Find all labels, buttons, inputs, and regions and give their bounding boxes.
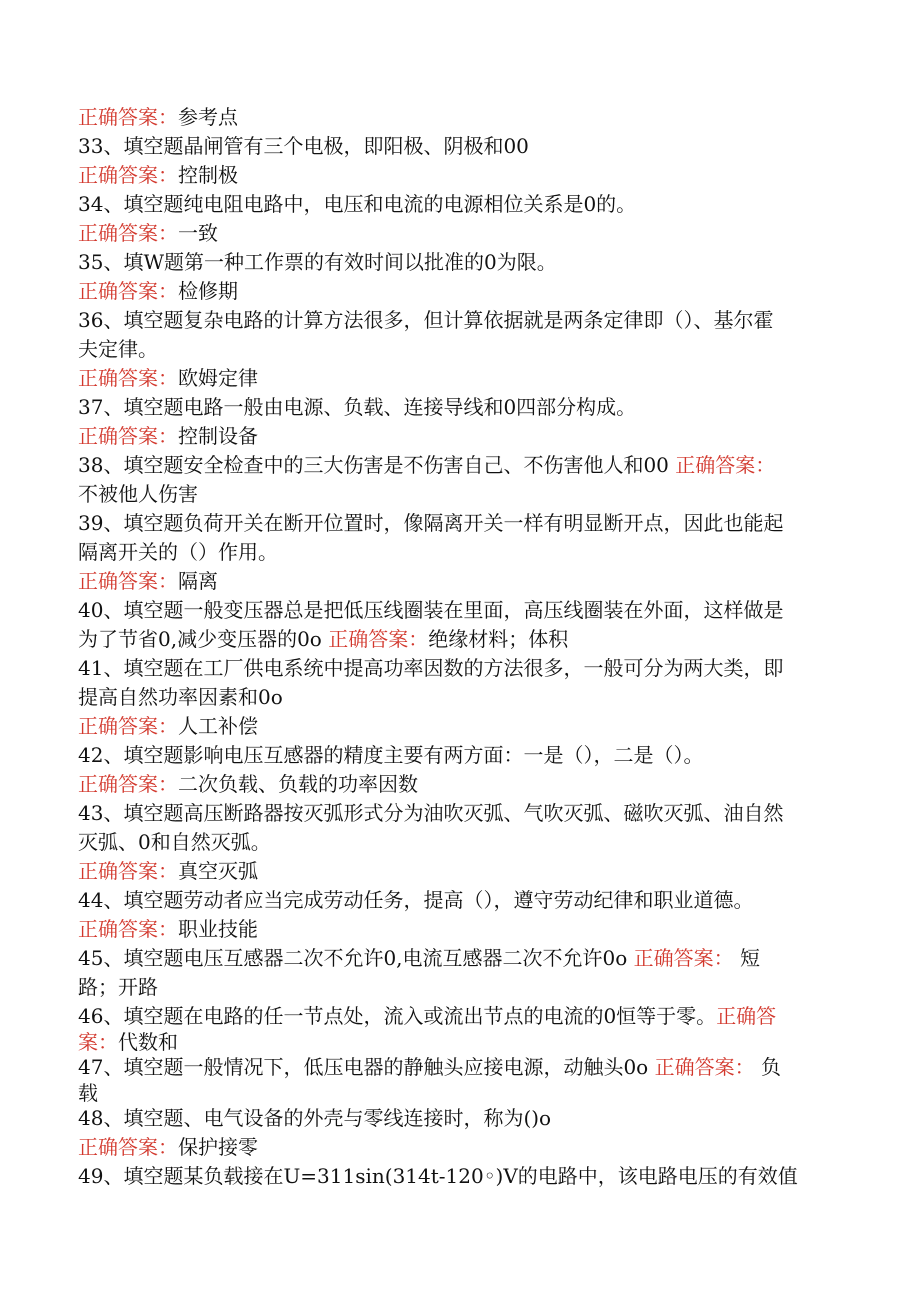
- answer-text: 一致: [178, 221, 218, 245]
- answer-label: 正确答案：: [654, 1055, 755, 1079]
- question-41: [78, 654, 838, 683]
- question-41-cont: [78, 683, 838, 712]
- answer-41: [78, 712, 838, 741]
- question-45: [78, 944, 838, 973]
- question-44: [78, 886, 838, 915]
- question-33: [78, 132, 838, 161]
- answer-33: [78, 161, 838, 190]
- question-text: 41、填空题在工厂供电系统中提高功率因数的方法很多，一般可分为两大类，即: [78, 656, 784, 680]
- answer-37: [78, 422, 838, 451]
- answer-39: [78, 567, 838, 596]
- answer-label: 正确答案：: [78, 1135, 178, 1159]
- question-text: 40、填空题一般变压器总是把低压线圈装在里面，高压线圈装在外面，这样做是: [78, 598, 784, 622]
- question-text: 37、填空题电路一般由电源、负载、连接导线和0四部分构成。: [78, 395, 637, 419]
- answer-text: 控制设备: [178, 424, 258, 448]
- answer-label: 正确答案：: [78, 714, 178, 738]
- question-39-cont: [78, 538, 838, 567]
- answer-label: 正确答案：: [78, 279, 178, 303]
- question-text: 为了节省0,减少变压器的0o: [78, 627, 322, 651]
- answer-38: [78, 480, 838, 509]
- answer-label: 正确答案：: [78, 917, 178, 941]
- question-36-cont: [78, 335, 838, 364]
- answer-text: 欧姆定律: [178, 366, 258, 390]
- answer-label: 正确答案：: [78, 424, 178, 448]
- question-38: [78, 451, 838, 480]
- document-page: [78, 103, 838, 1191]
- answer-label: 案：: [78, 1030, 118, 1054]
- question-text: 隔离开关的（）作用。: [78, 540, 278, 564]
- answer-text: 载: [78, 1081, 98, 1105]
- question-39: [78, 509, 838, 538]
- answer-text: 隔离: [178, 569, 218, 593]
- question-42: [78, 741, 838, 770]
- question-text: 夫定律。: [78, 337, 158, 361]
- answer-label: 正确答案：: [78, 772, 178, 796]
- answer-44: [78, 915, 838, 944]
- answer-label: 正确答案：: [78, 859, 178, 883]
- question-text: 34、填空题纯电阻电路中，电压和电流的电源相位关系是0的。: [78, 192, 637, 216]
- answer-48: [78, 1133, 838, 1162]
- answer-42: [78, 770, 838, 799]
- question-43-cont: [78, 828, 838, 857]
- question-47: [78, 1053, 838, 1082]
- answer-45: [78, 973, 838, 1002]
- answer-label: 正确答案：: [78, 221, 178, 245]
- answer-text: 负: [760, 1055, 781, 1079]
- question-text: 灭弧、0和自然灭弧。: [78, 830, 271, 854]
- answer-text: 绝缘材料；体积: [428, 627, 569, 651]
- answer-text: 保护接零: [178, 1135, 258, 1159]
- question-text: 44、填空题劳动者应当完成劳动任务，提高（），遵守劳动纪律和职业道德。: [78, 888, 754, 912]
- answer-35: [78, 277, 838, 306]
- answer-line: [78, 103, 838, 132]
- question-46: [78, 1002, 838, 1031]
- question-text: 38、填空题安全检查中的三大伤害是不伤害自己、不伤害他人和00: [78, 453, 669, 477]
- answer-46: [78, 1031, 838, 1053]
- answer-34: [78, 219, 838, 248]
- question-text: 43、填空题高压断路器按灭弧形式分为油吹灭弧、气吹灭弧、磁吹灭弧、油自然: [78, 801, 784, 825]
- question-text: 46、填空题在电路的任一节点处，流入或流出节点的电流的0恒等于零。: [78, 1004, 717, 1028]
- question-34: [78, 190, 838, 219]
- question-36: [78, 306, 838, 335]
- answer-text: 检修期: [178, 279, 238, 303]
- question-text: 42、填空题影响电压互感器的精度主要有两方面：一是（），二是（）。: [78, 743, 704, 767]
- question-text: 39、填空题负荷开关在断开位置时，像隔离开关一样有明显断开点，因此也能起: [78, 511, 784, 535]
- question-text: 48、填空题、电气设备的外壳与零线连接时，称为()o: [78, 1106, 552, 1130]
- answer-text: 参考点: [178, 105, 238, 129]
- question-text: 33、填空题晶闸管有三个电极，即阳极、阴极和00: [78, 134, 529, 158]
- answer-text: 人工补偿: [178, 714, 258, 738]
- question-text: 35、填W题第一种工作票的有效时间以批准的0为限。: [78, 250, 557, 274]
- answer-label: 正确答案：: [78, 105, 178, 129]
- question-text: 49、填空题某负载接在U=311sin(314t-120◦)V的电路中，该电路电压的有效值: [78, 1164, 798, 1188]
- question-43: [78, 799, 838, 828]
- answer-label: 正确答案：: [78, 569, 178, 593]
- answer-label: 正确答案：: [675, 453, 776, 477]
- question-40-cont: [78, 625, 838, 654]
- answer-text: 路；开路: [78, 975, 158, 999]
- answer-text: 不被他人伤害: [78, 482, 198, 506]
- question-37: [78, 393, 838, 422]
- answer-text: 职业技能: [178, 917, 258, 941]
- answer-text: 代数和: [118, 1030, 178, 1054]
- question-text: 提高自然功率因素和0o: [78, 685, 283, 709]
- answer-label: 正确答案：: [78, 163, 178, 187]
- answer-text: 真空灭弧: [178, 859, 258, 883]
- question-text: 45、填空题电压互感器二次不允许0,电流互感器二次不允许0o: [78, 946, 628, 970]
- question-35: [78, 248, 838, 277]
- question-49: [78, 1162, 838, 1191]
- answer-36: [78, 364, 838, 393]
- answer-43: [78, 857, 838, 886]
- question-48: [78, 1104, 838, 1133]
- question-40: [78, 596, 838, 625]
- answer-label: 正确答案：: [78, 366, 178, 390]
- answer-label: 正确答: [716, 1004, 777, 1028]
- question-text: 36、填空题复杂电路的计算方法很多，但计算依据就是两条定律即（）、基尔霍: [78, 308, 774, 332]
- answer-text: 控制极: [178, 163, 238, 187]
- answer-47: [78, 1082, 838, 1104]
- answer-text: 二次负载、负载的功率因数: [178, 772, 418, 796]
- answer-label: 正确答案：: [633, 946, 734, 970]
- question-text: 47、填空题一般情况下，低压电器的静触头应接电源，动触头0o: [78, 1055, 649, 1079]
- answer-text: 短: [740, 946, 761, 970]
- answer-label: 正确答案：: [328, 627, 429, 651]
